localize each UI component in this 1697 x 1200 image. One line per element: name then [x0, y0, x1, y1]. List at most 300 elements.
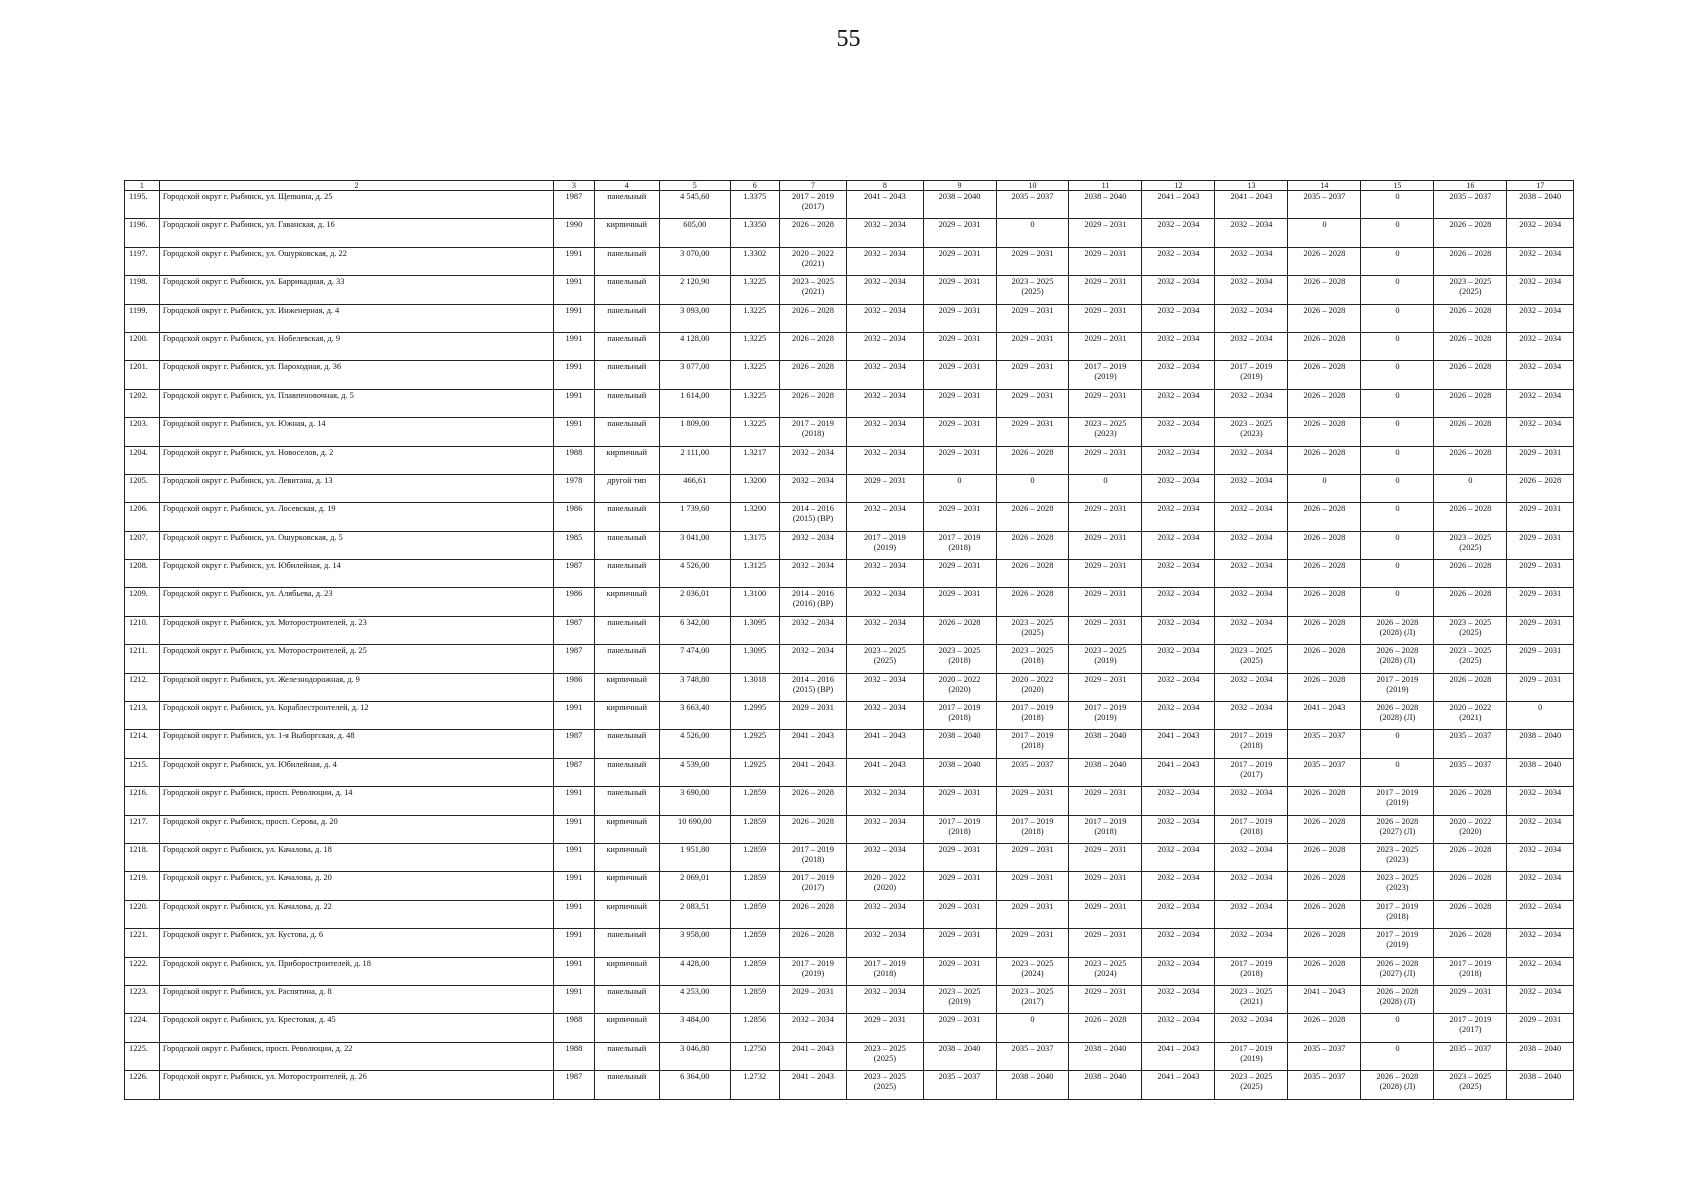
table-cell: 2029 – 2031: [923, 361, 996, 389]
table-cell: 2017 – 2019 (2018): [923, 815, 996, 843]
table-cell: панельный: [594, 531, 659, 559]
table-cell: 2032 – 2034: [1142, 957, 1215, 985]
table-cell: 2026 – 2028: [1434, 673, 1507, 701]
table-cell: 2032 – 2034: [1142, 787, 1215, 815]
table-cell: 2026 – 2028 (2028) (Л): [1361, 616, 1434, 644]
table-cell: 2032 – 2034: [1215, 900, 1288, 928]
table-cell: 2 120,90: [659, 276, 730, 304]
table-cell: 2026 – 2028: [1288, 957, 1361, 985]
table-cell: 2029 – 2031: [1507, 446, 1574, 474]
table-cell: 1207.: [125, 531, 160, 559]
table-row: [125, 872, 1574, 900]
table-cell: 2035 – 2037: [1434, 1042, 1507, 1070]
table-cell: 1.3095: [730, 645, 779, 673]
table-cell: 2032 – 2034: [1215, 843, 1288, 871]
table-cell: 0: [1069, 474, 1142, 502]
table-cell: 2026 – 2028: [1434, 872, 1507, 900]
table-cell: 2032 – 2034: [1215, 787, 1288, 815]
table-cell: 2032 – 2034: [1215, 503, 1288, 531]
table-cell: 1.3018: [730, 673, 779, 701]
table-cell: 2032 – 2034: [847, 219, 923, 247]
table-row: [125, 787, 1574, 815]
table-cell: 2032 – 2034: [1507, 787, 1574, 815]
table-cell: 2026 – 2028 (2027) (Л): [1361, 815, 1434, 843]
table-cell: 2032 – 2034: [847, 900, 923, 928]
table-cell: панельный: [594, 503, 659, 531]
table-cell: 2017 – 2019 (2018): [779, 843, 847, 871]
table-cell: 2020 – 2022 (2020): [923, 673, 996, 701]
table-cell: панельный: [594, 418, 659, 446]
table-cell: 10 690,00: [659, 815, 730, 843]
table-cell: 2038 – 2040: [1507, 191, 1574, 219]
table-row: [125, 276, 1574, 304]
table-cell: 1226.: [125, 1071, 160, 1099]
table-cell: 2032 – 2034: [1507, 361, 1574, 389]
table-cell: 2032 – 2034: [1142, 247, 1215, 275]
table-cell: 3 484,00: [659, 1014, 730, 1042]
table-cell: Городской округ г. Рыбинск, ул. Кустова, д. 6: [159, 929, 553, 957]
table-cell: 2020 – 2022 (2020): [847, 872, 923, 900]
table-cell: 2038 – 2040: [1069, 730, 1142, 758]
table-cell: 2038 – 2040: [996, 1071, 1069, 1099]
table-cell: 2017 – 2019 (2018): [1361, 900, 1434, 928]
table-cell: 2032 – 2034: [1215, 474, 1288, 502]
table-cell: 2029 – 2031: [923, 219, 996, 247]
table-cell: 2038 – 2040: [923, 758, 996, 786]
column-header: 3: [554, 181, 594, 191]
table-cell: 2029 – 2031: [1507, 588, 1574, 616]
table-cell: 0: [1361, 219, 1434, 247]
table-cell: 2017 – 2019 (2018): [1434, 957, 1507, 985]
table-cell: кирпичный: [594, 815, 659, 843]
column-header: 1: [125, 181, 160, 191]
table-cell: 2032 – 2034: [1142, 389, 1215, 417]
table-cell: 1202.: [125, 389, 160, 417]
table-row: [125, 673, 1574, 701]
table-cell: 2026 – 2028: [1288, 588, 1361, 616]
table-cell: 2032 – 2034: [1507, 900, 1574, 928]
table-cell: панельный: [594, 276, 659, 304]
table-cell: 2026 – 2028: [779, 361, 847, 389]
table-cell: 2023 – 2025 (2023): [1361, 843, 1434, 871]
table-cell: панельный: [594, 361, 659, 389]
table-cell: 1198.: [125, 276, 160, 304]
table-cell: 1991: [554, 787, 594, 815]
column-header: 2: [159, 181, 553, 191]
table-cell: 2029 – 2031: [996, 787, 1069, 815]
table-cell: 2029 – 2031: [847, 474, 923, 502]
table-cell: 0: [1288, 219, 1361, 247]
table-cell: 2041 – 2043: [1215, 191, 1288, 219]
table-cell: 2032 – 2034: [847, 616, 923, 644]
table-row: [125, 645, 1574, 673]
table-cell: 2023 – 2025 (2025): [847, 1071, 923, 1099]
table-cell: 2029 – 2031: [1507, 531, 1574, 559]
table-cell: панельный: [594, 758, 659, 786]
table-cell: 1203.: [125, 418, 160, 446]
table-cell: панельный: [594, 616, 659, 644]
table-cell: 2026 – 2028: [779, 787, 847, 815]
table-cell: 1196.: [125, 219, 160, 247]
table-cell: 2029 – 2031: [1069, 531, 1142, 559]
table-cell: 2029 – 2031: [1434, 985, 1507, 1013]
table-cell: 2014 – 2016 (2015) (ВР): [779, 673, 847, 701]
table-row: [125, 446, 1574, 474]
page-number: 55: [836, 26, 861, 52]
table-cell: 6 364,00: [659, 1071, 730, 1099]
table-row: [125, 418, 1574, 446]
table-cell: 2029 – 2031: [847, 1014, 923, 1042]
table-cell: кирпичный: [594, 1014, 659, 1042]
table-cell: 1204.: [125, 446, 160, 474]
table-cell: 2017 – 2019 (2018): [1215, 730, 1288, 758]
table-cell: 2026 – 2028: [1288, 361, 1361, 389]
table-cell: 1.3225: [730, 361, 779, 389]
table-cell: 2 036,01: [659, 588, 730, 616]
table-row: [125, 588, 1574, 616]
table-cell: 1 739,60: [659, 503, 730, 531]
table-cell: 2029 – 2031: [996, 843, 1069, 871]
table-cell: 1.3350: [730, 219, 779, 247]
table-cell: 1214.: [125, 730, 160, 758]
table-cell: 2026 – 2028: [1434, 843, 1507, 871]
table-cell: 2029 – 2031: [1507, 503, 1574, 531]
table-cell: панельный: [594, 304, 659, 332]
table-cell: 2017 – 2019 (2018): [923, 531, 996, 559]
table-cell: 2029 – 2031: [923, 1014, 996, 1042]
table-cell: 2032 – 2034: [1507, 219, 1574, 247]
table-cell: 2032 – 2034: [1215, 872, 1288, 900]
table-cell: 3 070,00: [659, 247, 730, 275]
table-cell: 2041 – 2043: [779, 758, 847, 786]
table-cell: 1.2859: [730, 787, 779, 815]
table-cell: 2029 – 2031: [996, 418, 1069, 446]
table-cell: 605,00: [659, 219, 730, 247]
table-row: [125, 985, 1574, 1013]
table-row: [125, 304, 1574, 332]
table-cell: Городской округ г. Рыбинск, ул. Алябьева, д. 23: [159, 588, 553, 616]
table-cell: 2032 – 2034: [1215, 389, 1288, 417]
table-cell: 2026 – 2028: [1434, 503, 1507, 531]
table-cell: 2032 – 2034: [847, 588, 923, 616]
table-cell: 2026 – 2028: [1434, 247, 1507, 275]
table-cell: 2026 – 2028: [1288, 872, 1361, 900]
table-cell: 3 046,80: [659, 1042, 730, 1070]
table-cell: кирпичный: [594, 900, 659, 928]
table-cell: 0: [1361, 304, 1434, 332]
table-cell: 2029 – 2031: [1069, 673, 1142, 701]
table-cell: 2026 – 2028: [1434, 361, 1507, 389]
table-cell: 2041 – 2043: [847, 758, 923, 786]
table-cell: 0: [1361, 758, 1434, 786]
table-cell: 2038 – 2040: [1069, 758, 1142, 786]
table-cell: 2029 – 2031: [1069, 219, 1142, 247]
table-cell: 2041 – 2043: [1288, 985, 1361, 1013]
table-cell: 2026 – 2028: [779, 929, 847, 957]
table-cell: 2032 – 2034: [847, 503, 923, 531]
table-cell: 2026 – 2028: [996, 560, 1069, 588]
table-cell: 1215.: [125, 758, 160, 786]
table-cell: 2029 – 2031: [1069, 446, 1142, 474]
table-row: [125, 758, 1574, 786]
table-cell: 2032 – 2034: [1142, 985, 1215, 1013]
table-cell: 2032 – 2034: [779, 645, 847, 673]
table-cell: 1219.: [125, 872, 160, 900]
table-cell: 2032 – 2034: [847, 361, 923, 389]
table-cell: 2032 – 2034: [779, 531, 847, 559]
table-cell: панельный: [594, 247, 659, 275]
table-cell: 2038 – 2040: [1507, 1042, 1574, 1070]
table-cell: 2032 – 2034: [847, 247, 923, 275]
table-cell: 2026 – 2028 (2028) (Л): [1361, 702, 1434, 730]
table-cell: Городской округ г. Рыбинск, ул. Моторостроителей, д. 23: [159, 616, 553, 644]
table-cell: 1.3225: [730, 332, 779, 360]
table-cell: 1987: [554, 1071, 594, 1099]
table-cell: Городской округ г. Рыбинск, ул. Плавпеновочная, д. 5: [159, 389, 553, 417]
table-cell: 1.3302: [730, 247, 779, 275]
table-cell: 2029 – 2031: [1069, 276, 1142, 304]
table-cell: кирпичный: [594, 957, 659, 985]
table-cell: 4 253,00: [659, 985, 730, 1013]
table-cell: 2032 – 2034: [1215, 531, 1288, 559]
table-cell: 2026 – 2028: [1434, 389, 1507, 417]
table-cell: 2029 – 2031: [1069, 616, 1142, 644]
table-cell: 0: [1361, 531, 1434, 559]
table-cell: 2032 – 2034: [1215, 616, 1288, 644]
table-cell: 2029 – 2031: [996, 900, 1069, 928]
table-cell: 2032 – 2034: [1142, 872, 1215, 900]
table-cell: 2017 – 2019 (2018): [1215, 815, 1288, 843]
table-cell: 466,61: [659, 474, 730, 502]
table-cell: 2026 – 2028: [779, 389, 847, 417]
table-cell: 2032 – 2034: [1142, 588, 1215, 616]
table-cell: 2029 – 2031: [779, 702, 847, 730]
table-row: [125, 843, 1574, 871]
table-cell: 1.3100: [730, 588, 779, 616]
table-cell: 2026 – 2028: [1288, 900, 1361, 928]
table-row: [125, 503, 1574, 531]
table-cell: 2032 – 2034: [1215, 446, 1288, 474]
table-cell: 1.2750: [730, 1042, 779, 1070]
table-cell: 2 111,00: [659, 446, 730, 474]
table-cell: 1.2859: [730, 929, 779, 957]
table-cell: 2026 – 2028: [1288, 1014, 1361, 1042]
table-cell: 1.3225: [730, 389, 779, 417]
table-cell: 2032 – 2034: [1142, 474, 1215, 502]
table-cell: Городской округ г. Рыбинск, ул. Ошурковская, д. 5: [159, 531, 553, 559]
table-cell: 2017 – 2019 (2019): [1361, 673, 1434, 701]
table-cell: кирпичный: [594, 872, 659, 900]
table-cell: 2029 – 2031: [923, 843, 996, 871]
table-row: [125, 389, 1574, 417]
table-cell: 2032 – 2034: [1142, 418, 1215, 446]
table-cell: 2032 – 2034: [1507, 872, 1574, 900]
table-cell: 1.2859: [730, 900, 779, 928]
table-cell: 2026 – 2028: [1288, 332, 1361, 360]
table-cell: 1986: [554, 503, 594, 531]
table-cell: Городской округ г. Рыбинск, ул. Крестовая, д. 45: [159, 1014, 553, 1042]
table-cell: Городской округ г. Рыбинск, ул. Левитана, д. 13: [159, 474, 553, 502]
table-cell: 2032 – 2034: [1507, 957, 1574, 985]
table-cell: другой тип: [594, 474, 659, 502]
table-cell: 2029 – 2031: [996, 332, 1069, 360]
table-cell: 2032 – 2034: [847, 702, 923, 730]
table-cell: Городской округ г. Рыбинск, ул. Южная, д. 14: [159, 418, 553, 446]
column-header: 5: [659, 181, 730, 191]
table-cell: панельный: [594, 645, 659, 673]
table-cell: 2029 – 2031: [923, 787, 996, 815]
housing-repair-table: [124, 180, 1574, 1100]
table-cell: 4 428,00: [659, 957, 730, 985]
table-cell: 0: [1288, 474, 1361, 502]
table-cell: 1.3095: [730, 616, 779, 644]
table-cell: 2029 – 2031: [923, 332, 996, 360]
table-cell: 4 526,00: [659, 560, 730, 588]
table-cell: 2026 – 2028: [1434, 900, 1507, 928]
table-cell: 2026 – 2028: [1434, 332, 1507, 360]
table-cell: 2041 – 2043: [1142, 191, 1215, 219]
table-cell: 2041 – 2043: [1142, 730, 1215, 758]
table-cell: 2017 – 2019 (2019): [1361, 929, 1434, 957]
table-cell: 2023 – 2025 (2025): [847, 1042, 923, 1070]
table-cell: 2035 – 2037: [1288, 1042, 1361, 1070]
table-row: [125, 957, 1574, 985]
table-cell: кирпичный: [594, 702, 659, 730]
table-cell: панельный: [594, 730, 659, 758]
table-cell: 2029 – 2031: [1069, 929, 1142, 957]
table-cell: 2023 – 2025 (2018): [923, 645, 996, 673]
table-cell: 2035 – 2037: [923, 1071, 996, 1099]
table-cell: панельный: [594, 1071, 659, 1099]
table-row: [125, 191, 1574, 219]
table-cell: 2023 – 2025 (2017): [996, 985, 1069, 1013]
table-cell: 1991: [554, 332, 594, 360]
column-header: 8: [847, 181, 923, 191]
table-cell: 2038 – 2040: [1507, 758, 1574, 786]
table-cell: 2038 – 2040: [1507, 730, 1574, 758]
table-cell: 0: [1361, 332, 1434, 360]
table-cell: 1987: [554, 616, 594, 644]
table-cell: 1210.: [125, 616, 160, 644]
table-cell: 2041 – 2043: [1142, 1071, 1215, 1099]
table-cell: 0: [1361, 474, 1434, 502]
table-cell: 1991: [554, 418, 594, 446]
column-header: 16: [1434, 181, 1507, 191]
table-cell: 1.3217: [730, 446, 779, 474]
table-cell: 2032 – 2034: [1142, 332, 1215, 360]
table-cell: 0: [1361, 730, 1434, 758]
table-cell: 2032 – 2034: [1142, 815, 1215, 843]
table-cell: 2029 – 2031: [1069, 843, 1142, 871]
table-cell: 1.2859: [730, 872, 779, 900]
table-cell: 2026 – 2028: [779, 304, 847, 332]
table-row: [125, 332, 1574, 360]
table-cell: панельный: [594, 929, 659, 957]
table-cell: 6 342,00: [659, 616, 730, 644]
table-cell: 1991: [554, 304, 594, 332]
table-cell: 2032 – 2034: [847, 843, 923, 871]
table-cell: 2026 – 2028: [779, 332, 847, 360]
table-cell: 2029 – 2031: [1507, 1014, 1574, 1042]
table-cell: 2014 – 2016 (2016) (ВР): [779, 588, 847, 616]
table-cell: 0: [1361, 1042, 1434, 1070]
table-cell: 2041 – 2043: [1142, 758, 1215, 786]
table-cell: 2032 – 2034: [1507, 304, 1574, 332]
table-cell: 1201.: [125, 361, 160, 389]
table-cell: 2029 – 2031: [923, 418, 996, 446]
table-row: [125, 474, 1574, 502]
table-cell: 1211.: [125, 645, 160, 673]
table-cell: 2026 – 2028: [1288, 276, 1361, 304]
table-cell: Городской округ г. Рыбинск, ул. Моторостроителей, д. 26: [159, 1071, 553, 1099]
table-cell: 2023 – 2025 (2025): [1434, 645, 1507, 673]
table-cell: Городской округ г. Рыбинск, ул. Качалова, д. 20: [159, 872, 553, 900]
table-cell: 2023 – 2025 (2025): [996, 276, 1069, 304]
table-cell: 1.3125: [730, 560, 779, 588]
column-header: 12: [1142, 181, 1215, 191]
table-cell: 2029 – 2031: [923, 929, 996, 957]
table-cell: 0: [1361, 588, 1434, 616]
table-cell: 2032 – 2034: [1507, 985, 1574, 1013]
table-row: [125, 929, 1574, 957]
table-cell: 2032 – 2034: [1215, 1014, 1288, 1042]
table-cell: 2017 – 2019 (2018): [996, 815, 1069, 843]
table-cell: 1.2995: [730, 702, 779, 730]
table-cell: 2032 – 2034: [847, 560, 923, 588]
table-cell: 2029 – 2031: [1507, 673, 1574, 701]
table-cell: 2026 – 2028: [996, 446, 1069, 474]
table-cell: Городской округ г. Рыбинск, просп. Революции, д. 22: [159, 1042, 553, 1070]
table-cell: 2038 – 2040: [1069, 1071, 1142, 1099]
table-cell: 2023 – 2025 (2025): [1215, 1071, 1288, 1099]
table-cell: 2017 – 2019 (2017): [779, 191, 847, 219]
table-cell: 1221.: [125, 929, 160, 957]
table-cell: 1978: [554, 474, 594, 502]
table-cell: панельный: [594, 389, 659, 417]
table-cell: 1.3225: [730, 418, 779, 446]
table-cell: 2032 – 2034: [1507, 389, 1574, 417]
table-cell: 2026 – 2028: [779, 900, 847, 928]
table-cell: 1986: [554, 673, 594, 701]
table-cell: 2032 – 2034: [847, 446, 923, 474]
table-cell: 3 077,00: [659, 361, 730, 389]
table-cell: 2017 – 2019 (2018): [779, 418, 847, 446]
table-cell: 1991: [554, 276, 594, 304]
table-cell: 4 526,00: [659, 730, 730, 758]
table-cell: 2026 – 2028: [1434, 418, 1507, 446]
table-cell: 1991: [554, 361, 594, 389]
table-cell: 2026 – 2028: [1288, 929, 1361, 957]
table-cell: 2029 – 2031: [779, 985, 847, 1013]
table-cell: Городской округ г. Рыбинск, ул. Юбилейная, д. 4: [159, 758, 553, 786]
table-cell: 2023 – 2025 (2024): [1069, 957, 1142, 985]
table-cell: 2032 – 2034: [847, 389, 923, 417]
table-row: [125, 361, 1574, 389]
table-cell: 2032 – 2034: [1507, 247, 1574, 275]
table-cell: 2032 – 2034: [1142, 219, 1215, 247]
table-cell: 2026 – 2028: [1434, 446, 1507, 474]
table-cell: 2032 – 2034: [1142, 446, 1215, 474]
table-cell: 2035 – 2037: [1288, 758, 1361, 786]
table-cell: 0: [1361, 560, 1434, 588]
table-cell: 1212.: [125, 673, 160, 701]
table-cell: 3 041,00: [659, 531, 730, 559]
table-cell: 2026 – 2028: [779, 219, 847, 247]
table-cell: 2032 – 2034: [847, 815, 923, 843]
table-cell: 2032 – 2034: [1215, 702, 1288, 730]
table-cell: 1987: [554, 758, 594, 786]
table-cell: 2035 – 2037: [1434, 730, 1507, 758]
